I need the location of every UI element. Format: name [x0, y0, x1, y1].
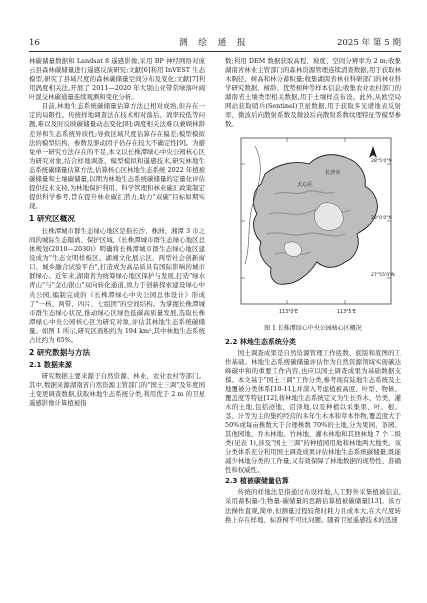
map-svg: [225, 134, 401, 322]
paragraph-data-sources: 研究数据主要来源于自然资源、林业、农业农村等部门。其中,数据来源湖南省自然资源主管部门的"国土三调"及年度国土变更调查数据,获取林地生态系统分类,利用优于 2 m 的卫星遥感影像计算植被指: [29, 371, 205, 408]
subsection-heading-classification: 2.2 林地生态系统分类: [225, 337, 296, 346]
paragraph-study-area: 长株潭城市群生态绿心地区是指长沙、株洲、湘潭 3 市之间的城际生态隔离、保护区域,《长株潭城市群生态绿心地区总体规划(2010—2030)》明确将长株潭城市群生态绿心地区建设成为"生态文明样板区、湖湘文化展示区、两型社会创新窗口、城乡融合试验平台",打造成为高品质具有国际影响的城市群绿心。近年来,湖南省为统筹绿心地区保护与发展,打造"绿水青山"与"金山银山"双向转化通道,致力于创新探索建设绿心中央公园,编制完成的《长株潭绿心中央公园总体设计》形成了"一核、两带、四片、七组团"的空间结构。为掌握长株潭城市群生态绿心状况,推动绿心区绿色低碳高质量发展,选取长株潭绿心中央公园核心区为研究对象,评估其林地生态系统碳储量。如图 1 所示,研究区面积约为 194 km²,其中林地生态系统占比约为 65%。: [29, 227, 205, 344]
right-column: [225, 57, 401, 525]
header-rule: [29, 51, 401, 52]
map-label-changsha: 长沙市: [325, 169, 341, 176]
year-issue: 2025 年 第 5 期: [336, 38, 401, 48]
lat-label-bottom: 27°55'0"N: [371, 272, 395, 278]
journal-name: 测 绘 通 报: [179, 38, 250, 48]
paragraph-data-sources-cont: 数;利用 DEM 数据获取高程、坡度、空间分辨率为 2 m;收集湖南省林业主管部门的森林资源管理连续清查数据,用于获取林木胸径、树高和林分蓄积量;收集湖南省林业科研部门的林业科学研究数据、树龄、优势树种等样本信息;收集农业农村部门的湖南省土壤类型相关数据,用于土壤样点布设。此外,从欧空局网站获取哨兵(Sentinel)卫星数据,用于获取多光谱地表反射率、微波后向散射系数及微波后向散射系数纹理特征等模型参数。: [225, 57, 401, 129]
paragraph-classification: 国土调查成果是自然资源管理工作底数、底版和底图的工作基础。林地生态系统碳储量评估作为自然资源领域实现碳达峰碳中和的重要工作内容,也应以国土调查成果为基础数据支撑。本文基于"国土三调"工作分类,参考现有陆地生态系统及土地覆被分类体系[10-11],并深入考虑植被高度、叶型、物候、覆盖度等特征[12],将林地生态系统定义为生长乔木、竹类、灌木的土地,包括迹地、沼泽地,以及种植以采集果、叶、根、茎、汁等为主的集约经营的多年生木本和草本作物,覆盖度大于 50%或每亩株数大于合理株数 70%的土地,分为果园、茶园、其他园地、乔木林地、竹林地、灌木林地和其他林地 7 个二级类(见表 1),涉及"国土三调"的种植园用地和林地两大地类。该分类体系充分利用国土调查成果评估林地生态系统碳储量,既能减少林地分类的工作量,又有效保障了林地数据的现势性、准确性和权威性。: [225, 348, 401, 475]
paragraph-vegetation-carbon: 传统的样地法是指通过布设样地,人工野外采集植被信息,采用蓄积量-生物量-碳储量的思路估算植被碳储量[13]。该方法操作直观,简单,但测量过程较费时耗力且成本大,在大尺度转换上存在样地、标准树不可比问题。随着卫星遥感技术的迅速: [225, 488, 401, 524]
paragraph-methods-overview: 目前,林地生态系统碳储量估算方法已相对成熟,但存在一定的局限性。传统样地调查法在技术相对落后、效率较低等问题,难以及时反映碳储量动态变化[8];调度相关法难以兼顾林龄差异和生态系统异质性;导致区域尺度估算存在偏差;模型模拟法的模型结构、参数及驱动因子仍存在较大不确定性[9]。为避免单一研究方法存在的不足,本文以长株潭绿心中央公园核心区为研究对象,结合样地调查、模型模拟和遥感技术,研究林地生态系统碳储量估算方法,估算核心区林地生态系统 2022 年植被碳储量和土壤碳储量,以期为林地生态系统碳储量的定量化评估提供技术支持,为林地保护利用、科学管理和林业碳汇政策制定提供科学参考,旨在提升林业碳汇潜力,助力"双碳"目标如期实现。: [29, 102, 205, 210]
figure-caption: 图 1 长株潭绿心中央公园核心区概况: [264, 324, 362, 332]
figure-study-area-map: [225, 134, 401, 322]
section-heading-data-methods: 2 研究数据与方法: [29, 347, 91, 357]
map-label-tianxin: 天心区: [297, 181, 313, 188]
left-column: [29, 57, 205, 408]
lon-label-left: 113°0'E: [279, 309, 298, 315]
lat-label-mid: 28°0'0"N: [371, 215, 392, 221]
page-number: 16: [29, 38, 40, 48]
section-heading-study-area: 1 研究区概况: [29, 214, 75, 224]
lon-label-right: 113°5'E: [337, 309, 356, 315]
lat-label-top: 28°5'0"N: [371, 158, 392, 164]
page-header: [29, 37, 401, 50]
subsection-heading-data-sources: 2.1 数据来源: [29, 360, 72, 369]
subsection-heading-vegetation-carbon: 2.3 植被碳储量估算: [225, 477, 289, 486]
paragraph-literature-cont: 林碳储量数据和 Landsat 8 遥感影像,采用 BP 神经网络对庞云县森林碳储量进行遥感反演研究;文献[6]利用 InVEST 生态模型,研究了县域尺度的森林碳储量空间分布及变化;文献[7]利用涡度相关法,开展了 2011—2020 年大别山亚带常绿落叶阔叶混交林碳通量连续观测和变化分析。: [29, 57, 205, 102]
